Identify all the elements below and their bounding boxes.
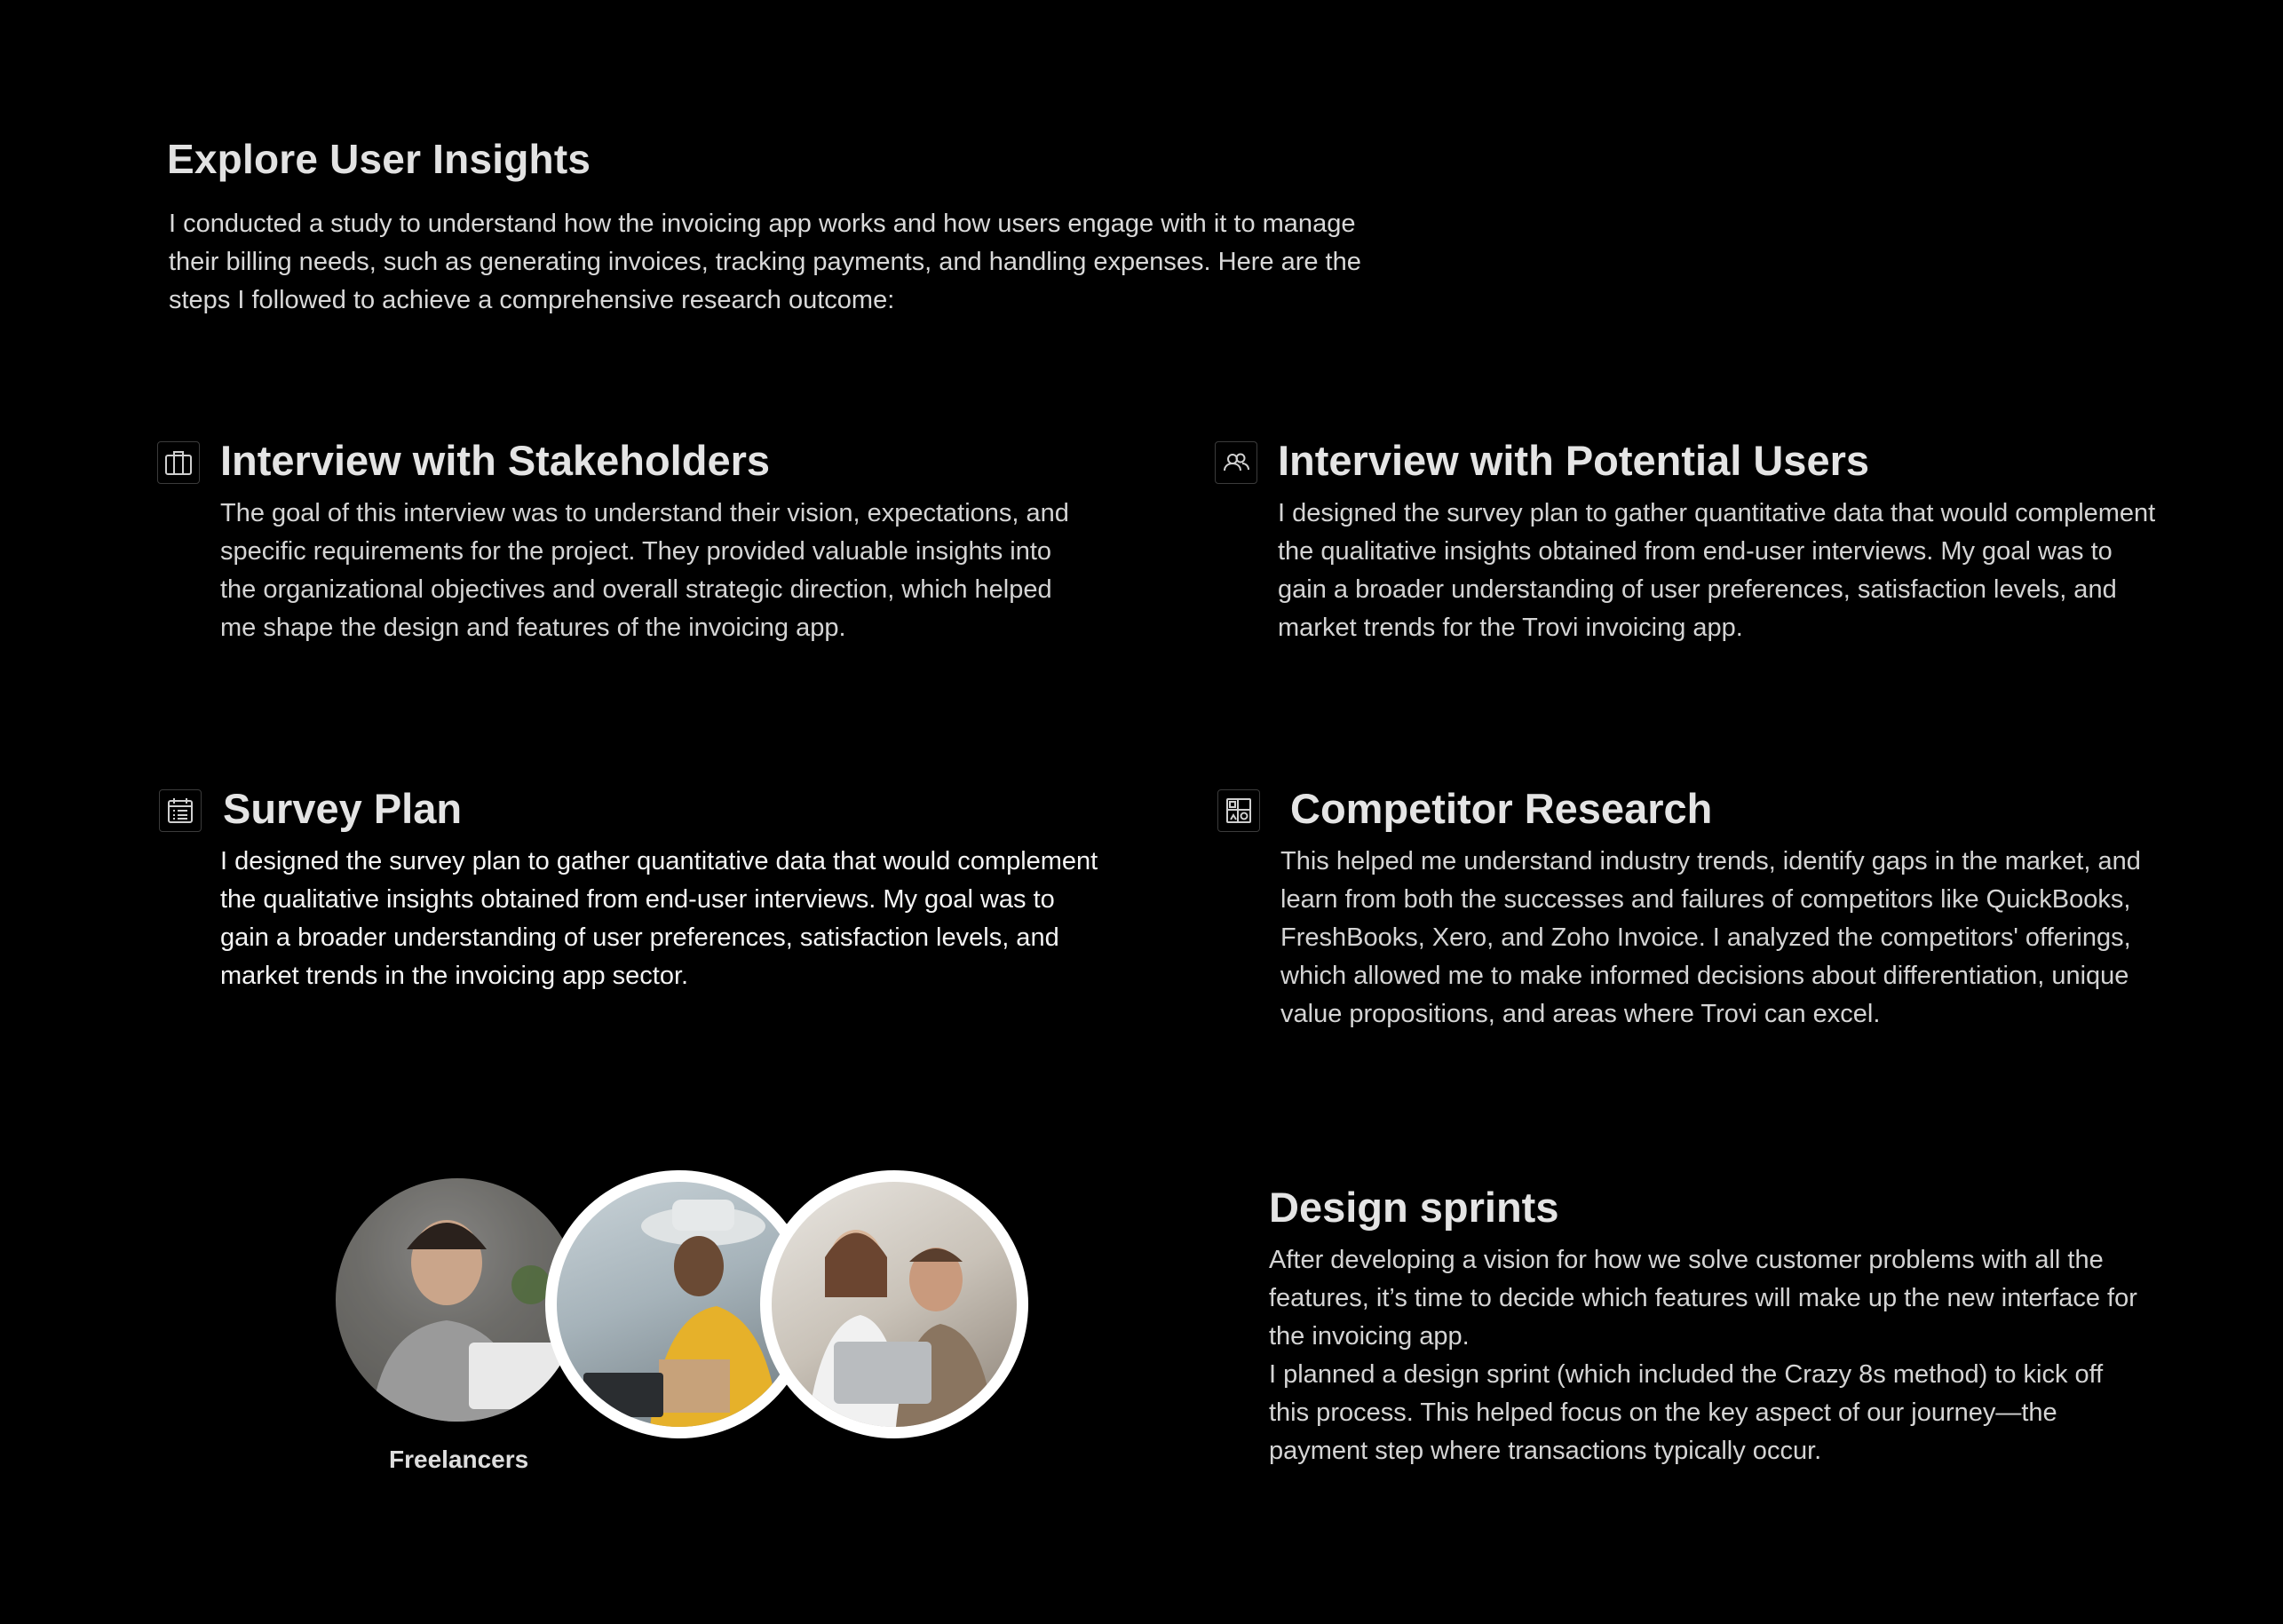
section-body-survey: I designed the survey plan to gather quantitative data that would complement the qualitative insights obtained from end-user interviews. My goal was to gain a broader understanding of user preferences, satisfaction levels, and market trends in the invoicing app sector. [220, 847, 1098, 990]
freelancer-photo-couple-laptop [760, 1170, 1028, 1438]
section-body-competitor: This helped me understand industry trends, identify gaps in the market, and learn from both the successes and failures of competitors like QuickBooks, FreshBooks, Xero, and Zoho Invoice. I analyzed the competitors' offerings, which allowed me to make informed decisions about differentiation, unique value propositions, and areas where Trovi can excel. [1280, 847, 2141, 1028]
intro-paragraph: I conducted a study to understand how the invoicing app works and how users engage with it to manage their billing needs, such as generating invoices, tracking payments, and handling expenses. Here are the steps I followed to achieve a comprehensive research outcome: [169, 210, 1361, 314]
persona-caption: Freelancers [389, 1446, 529, 1473]
design-sprints-paragraph-2: I planned a design sprint (which included the Crazy 8s method) to kick off this process. This helped focus on the key aspect of our journey—the payment step where transactions typically occur. [1269, 1360, 2104, 1465]
page-title: Explore User Insights [167, 136, 591, 182]
section-body-stakeholders: The goal of this interview was to understand their vision, expectations, and specific requirements for the project. They provided valuable insights into the organizational objectives and overall strategic direction, which helped me shape the design and features of the invoicing app. [220, 499, 1069, 642]
section-title-design-sprints: Design sprints [1269, 1184, 1559, 1231]
briefcase-icon [157, 441, 200, 484]
dashboard-icon [1217, 789, 1260, 832]
section-title-competitor: Competitor Research [1290, 785, 1713, 832]
design-sprints-paragraph-1: After developing a vision for how we solve customer problems with all the features, it’s time to decide which features will make up the new interface for the invoicing app. [1269, 1246, 2137, 1351]
checklist-icon [159, 789, 202, 832]
section-title-potential-users: Interview with Potential Users [1278, 437, 1870, 484]
section-title-stakeholders: Interview with Stakeholders [220, 437, 771, 484]
users-icon [1215, 441, 1257, 484]
section-title-survey: Survey Plan [223, 785, 463, 832]
section-body-design-sprints [1269, 1241, 2148, 1470]
section-body-potential-users: I designed the survey plan to gather quantitative data that would complement the qualitative insights obtained from end-user interviews. My goal was to gain a broader understanding of user preferences, satisfaction levels, and market trends for the Trovi invoicing app. [1278, 499, 2156, 642]
freelancer-photo-man-headphones [336, 1178, 579, 1422]
